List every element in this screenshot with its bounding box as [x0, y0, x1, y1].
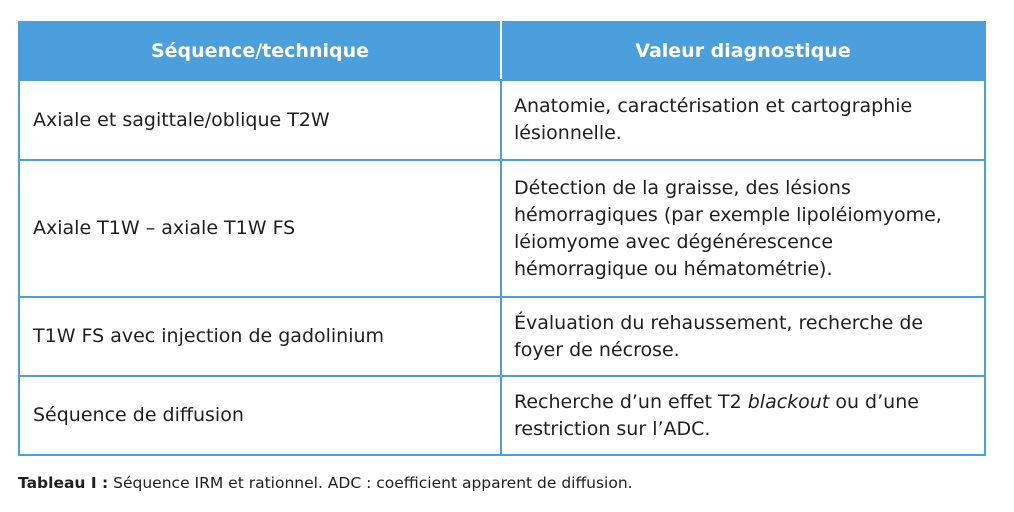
table-row — [19, 160, 985, 297]
table-header-row — [19, 22, 985, 80]
value-text-before: Recherche d’un effet T2 — [514, 390, 748, 413]
value-italic-term: blackout — [747, 390, 830, 413]
value-text-after: ou d’une restriction sur l’ADC. — [514, 390, 919, 440]
header-sequence-technique: Séquence/technique — [19, 22, 501, 80]
header-valeur-diagnostique: Valeur diagnostique — [501, 22, 985, 80]
sequence-cell: Séquence de diffusion — [19, 376, 501, 455]
sequence-cell: T1W FS avec injection de gadolinium — [19, 297, 501, 376]
mri-sequence-table — [18, 21, 986, 456]
diagnostic-value-cell: Anatomie, caractérisation et cartographie lésionnelle. — [501, 80, 985, 160]
diagnostic-value-cell: Détection de la graisse, des lésions hémorragiques (par exemple lipoléiomyome, léiomyome avec dégénérescence hémorragique ou hématométrie). — [501, 160, 985, 297]
table-row — [19, 376, 985, 455]
sequence-cell: Axiale et sagittale/oblique T2W — [19, 80, 501, 160]
caption-text: Séquence IRM et rationnel. ADC : coefficient apparent de diffusion. — [108, 474, 633, 492]
diagnostic-value-cell: Évaluation du rehaussement, recherche de foyer de nécrose. — [501, 297, 985, 376]
table-row — [19, 80, 985, 160]
caption-label: Tableau I : — [18, 474, 109, 492]
table-caption — [18, 474, 633, 492]
sequence-cell: Axiale T1W – axiale T1W FS — [19, 160, 501, 297]
diagnostic-value-cell — [501, 376, 985, 455]
table-row — [19, 297, 985, 376]
